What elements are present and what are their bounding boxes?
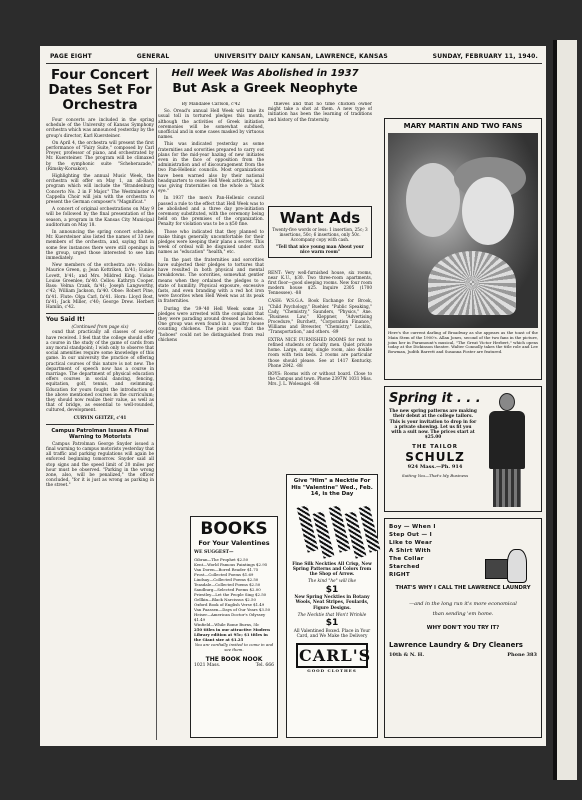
photo-title: MARY MARTIN AND TWO FANS [403, 122, 523, 130]
want-ads-box [268, 206, 372, 258]
laundry-line: RIGHT [389, 572, 410, 578]
laundry-line: Like to Wear [389, 540, 433, 546]
concert-paragraph: A concert of original orchestrations on May 9 will be followed by the final presentation of the season, a program in the Kansas City Municipal auditorium on May 18. [46, 207, 154, 228]
divider [46, 313, 154, 314]
laundry-italic: than sending 'em home. [432, 611, 494, 617]
concert-paragraph: Highlighting the annual Music Week, the orchestra will offer on May 1, an all-Bach program which will include the "Brandenburg Concerto No. 2 in F Major." The Westminster A Cappella Choir will join with the orchestra to present the German composer's "Magnificat." [46, 174, 154, 206]
page-number: PAGE EIGHT [50, 53, 92, 60]
laundry-question: WHY DON'T YOU TRY IT? [426, 625, 500, 631]
tailor-name: SCHULZ [405, 449, 465, 464]
book-nook-ad [190, 516, 278, 738]
paper-name: UNIVERSITY DAILY KANSAN, LAWRENCE, KANSAS [214, 53, 388, 60]
tailor-label: THE TAILOR [412, 443, 458, 450]
radio-shirt-illustration [479, 547, 533, 591]
schulz-tailor-ad [384, 386, 542, 512]
well-dressed-man-illustration [481, 393, 533, 507]
list-item: CASH: W.S.G.A. Book Exchange for Brook, "Child Psychology," Buehler. "Public Speaking," Cady, "Chemistry," Saunders, "Physics," Ane. "Business Law," Kleppner, "Advertising Procedure," Burchett, "Corporation Finance," Williams and Brewster, "Chemistry," Locklin, "Transportation," and others. -89 [268, 298, 372, 335]
phone: Phone 383 [507, 652, 537, 658]
lawrence-laundry-ad [384, 518, 542, 738]
newspaper-page [40, 46, 546, 746]
concert-paragraph: In announcing the spring concert schedule, Mr. Kuersteiner also listed the names of 33 new members of the orchestra, and, saying that in some few instances there were still openings in the group, urged those interested to see him immediately. [46, 230, 154, 262]
carls-logo-sub: GOOD CLOTHES [307, 668, 357, 674]
hellweek-paragraph: So. Oread's annual Hell Week will take its usual toll in tortured pledges this month, although the activities of Greek initiation ceremonies will be somewhat subdued, unofficial and in some cases masked by virtuous names. [158, 109, 264, 141]
list-item: Heiser—American Doctor's Odyssey $1.49 [194, 612, 266, 622]
carls-necktie-ad [286, 474, 378, 738]
hand-fan-image [428, 251, 516, 315]
you-said-it-subheading: (Continued from page six) [71, 325, 129, 331]
list-item: Kent—World Famous Paintings $2.95 [194, 562, 268, 567]
woman-face-image [462, 177, 514, 245]
list-item: Van Paassen—Days of Our Years $3.50 [194, 607, 271, 612]
laundry-line: Step Out — I [389, 532, 433, 538]
mary-martin-feature [384, 118, 542, 380]
carls-wont-wrinkle: The Necktie that Won't Wrinkle [297, 613, 367, 619]
want-ads-rates: Twenty-five words or less: 1 insertion, 25c; 3 insertions, 50c; 6 insertions, only 50c. Accompany copy with cash. [272, 227, 368, 242]
necktie-illustration [294, 502, 370, 558]
carls-fine-silk: Fine Silk Neckties All Crisp, New Spring Patterns and Colors from the Shop of Arrow. [292, 561, 372, 578]
tailor-slogan: Suiting You—That's My Business [401, 472, 469, 478]
hellweek-column [158, 102, 264, 512]
hellweek-title: Hell Week Was Abolished in 1937 [171, 68, 359, 79]
list-item: Lindsay—Collected Poems $2.50 [194, 577, 259, 582]
divider [46, 424, 154, 425]
man-suit-icon [489, 411, 525, 469]
list-item: Gellkin—Black Narcissus $2.50 [194, 597, 256, 602]
you-said-it-text: ound that practically all classes of society have received. I feel that the college should offer a course in the study of the game of cards from any moral standpoint; I wish only to observe that social amenities require some knowledge of this game. In our university the practice of offering practical courses of this nature is not new. The department of speech now has a course in marriage. The department of physical education offers courses in social dancing, fencing, equitation, golf, tennis, and swimming. Education for yours fought the introduction of the above mentioned courses in the curriculum; they should now realize their value, as well as that of bridge, as essential to well-rounded, cultured, development. [46, 330, 154, 414]
hellweek-paragraph: In the past the fraternities and sororities have subjected their pledges to tortures that have resulted in both physical and mental breakdowns. The sororities, somewhat gentler means when they ordained the pledges to a state of humility. Physical exposure, excessive fasts, and even branding with a red hot iron were favorites when Hell Week was at its peak in fraternities. [158, 257, 264, 305]
hellweek-paragraph: Those who indicated that they planned to make things generally uncomfortable for their pledges were keeping their plans a secret. This week of ordeal will be disguised under such names as "education" "health," etc. [158, 229, 264, 256]
concert-paragraph: Four concerts are included in the spring schedule of the University of Kansas Symphony orchestra which was announced yesterday by the group's director, Karl Kuersteiner. [46, 118, 154, 139]
laundry-contact [389, 652, 537, 658]
list-item: RENT: Very well-furnished house, six rooms, near K.U., $30. Two three-room apartments, first floor—good sleeping rooms. New four room modern house $25. Inquire 2305 (1700 Tennessee). -88 [268, 270, 372, 296]
list-item: BOYS: Rooms with or without board. Close to the Campus and town. Phone 2397W. 1031 Miss. Mrs. J. L. Wolesagel. -88 [268, 370, 372, 386]
laundry-line: Starched [389, 564, 420, 570]
hellweek-paragraph: thieves and that no time chicken owner might take a shot at them. A new type of initiation has been the learning of traditions and history of the fraternity. [268, 102, 372, 123]
you-said-it-heading: You Said It! [46, 316, 85, 324]
list-item: Priestley—Let the People Sing $2.50 [194, 592, 267, 597]
mary-martin-photo [388, 133, 538, 328]
want-ads-list [268, 270, 372, 389]
spring-text: The new spring patterns are making their debut at the college tailors. This is your invitation to drop in for a private showing. Let us fit you with a suit now. The prices start at $25.00 [389, 409, 477, 441]
laundry-name: Lawrence Laundry & Dry Cleaners [389, 641, 523, 649]
issue-date: SUNDAY, FEBRUARY 11, 1940. [432, 53, 538, 60]
laundry-call: THAT'S WHY I CALL THE LAWRENCE LAUNDRY [395, 585, 531, 591]
hellweek-paragraph: During the '39-'40 Hell Week some 31 pledges were arrested with the complaint that they were parading around dressed as hoboes. One group was even found in a poultry house counting chickens. The point was that the "hoboes" could not be distinguished from real chickens [158, 306, 264, 343]
book-nook-address [194, 663, 274, 668]
want-ads-title: Want Ads [279, 209, 361, 227]
man-head-icon [499, 393, 515, 411]
hellweek-byline: By Mandalee Carlson, c'42 [181, 102, 241, 107]
hellweek-continued [268, 102, 372, 202]
list-item: EXTRA NICE FURNISHED ROOMS for rent to refined students or faculty men. Quiet private home. Large, sunny, single room, also double room with twin beds. 2 rooms are particular those should please. See at 1417 Kentucky. Phone 2842. -88 [268, 337, 372, 368]
list-item: Teasdale—Collected Poems $2.50 [194, 582, 261, 587]
tailor-address: 924 Mass.—Ph. 914 [407, 463, 463, 470]
book-list [194, 557, 274, 652]
list-item: You are cordially invited to come in and see them. [194, 642, 274, 652]
list-item: Sandburg—Selected Poems $2.00 [194, 587, 261, 592]
books-suggest: WE SUGGEST— [194, 550, 234, 555]
hellweek-paragraph: This was indicated yesterday as some fraternities and sororities prepared to carry out plans for the mid-year hazing of new initiates even in the face of opposition from the administration and of discouragement from the two Pan-Hellenic councils. Most organizations have been warned also by their national headquarters to cease Hell Week activities, as it was giving fraternities on the whole a "black eye." [158, 142, 264, 195]
hellweek-headline [158, 68, 372, 95]
want-ads-motto: "Tell that nice young man About your nice warm room" [276, 244, 364, 254]
letter-signature: CURVIN GEITZE, c'41 [73, 415, 127, 421]
carls-wrapped: All Valentined Boxed. Place in Your Card, and We Make the Delivery [293, 628, 371, 640]
spring-headline: Spring it . . . [389, 391, 481, 406]
patrol-heading: Campus Patrolman Issues A Final Warning to Motorists [51, 427, 149, 440]
laundry-line: Boy — When I [389, 524, 436, 530]
laundry-line: A Shirt With [389, 548, 431, 554]
concert-headline: Four Concert Dates Set For Orchestra [48, 68, 152, 113]
column-divider [156, 68, 157, 740]
carls-logo: CARL'S [296, 643, 368, 668]
necktie-icon [297, 505, 319, 552]
patrol-text: Campus Patrolman George Snyder issued a final warning to campus motorists yesterday that all traffic and parking regulations will again be enforced beginning tomorrow. Snyder said all stop signs and the speed limit of 20 miles per hour must be observed. "Parking in the wrong zone, also, will be penalized," the officer concluded, "for it is just as wrong as parking in the street." [46, 441, 154, 489]
laundry-line: The Collar [389, 556, 424, 562]
hellweek-paragraph: In 1937 the men's Pan-Hellenic council passed a rule to the effect that Hell Week was to be abolished and a three day pre-initiation ceremony substituted, with the ceremony being held on the premises of the organization. Penalty for violation was to be a $50 fine. [158, 196, 264, 228]
list-item: Gibran—The Prophet $2.50 [194, 557, 249, 562]
address: 1021 Mass. [194, 663, 221, 668]
concert-paragraph: New members of the orchestra are: violins: Maurice Green, g; Jean Kottriken, fa'41; Eunice Lovett, b'41; and Mrs. Mildred King. Violas: Louise Greenlee, fa'40. Cellos: Kathryn Cooper. Bass: Velma Crank, fa'41; Joseph Langworthy, c'42; William Jackson, fa'40. Oboe: Robert Pine, fa'41. Flute: Olga Carl, fa'41. Horn: Lloyd Bost, fa'41; Jack Miller, c'40; George Drew. Herbert Hamlin, c'42. [46, 263, 154, 310]
photo-caption: Here's the current darling of Broadway as she appears as the toast of the Main Stem of the 1900's. Allan Jones, second of the two fans in the picture, joins her in Paramount's musical, "The Great Victor Herbert," which opens today at the Dickinson theatre. Walter Connolly takes the title role and Lee Bowman, Judith Barrett and Susanna Foster are featured. [388, 330, 538, 355]
address: 10th & N. H. [389, 652, 425, 658]
carls-price: $1 [325, 618, 339, 629]
hellweek-subtitle: But Ask a Greek Neophyte [172, 80, 358, 95]
carls-kind: The kind "he" will like [307, 579, 357, 585]
book-nook-name: THE BOOK NOOK [205, 656, 263, 663]
page-header [46, 50, 542, 64]
man-face-image [406, 163, 460, 237]
adjacent-page-edge [553, 40, 577, 780]
list-item: Van Doren—Bored Reader $1.75 [194, 567, 259, 572]
section-name: GENERAL [136, 53, 170, 60]
carls-new-spring: New Spring Neckties in Botany Wools, Neat Stripes, Foulards, Figure Designs. [294, 595, 370, 611]
man-trousers-icon [493, 469, 521, 507]
list-item: Oxford Book of English Verse $1.49 [194, 602, 265, 607]
laundry-italic: —and in the long run it's more economical [409, 601, 517, 607]
carls-headline: Give "Him" a Necktie For His "Valentine" Wed., Feb. 14, is the Day [291, 478, 373, 497]
carls-price: $1 [325, 584, 339, 595]
books-subtitle: For Your Valentines [198, 539, 270, 547]
list-item: Frost—Collected Poems $1.69 [194, 572, 254, 577]
concert-column [46, 68, 154, 740]
books-title: BOOKS [200, 519, 268, 539]
phone: Tel. 666 [255, 663, 274, 668]
list-item: 250 titles in our attractive Modern Library edition at 95c; $1 titles in the Giant size at $1.25 [194, 627, 270, 642]
shirt-icon [507, 549, 527, 583]
concert-paragraph: On April 4, the orchestra will present the first performance of "Fairy Suite," composed by Carl Preyer, professor of piano, and orchestrated by Mr. Kuersteiner. The program will be climaxed by the symphonic suite "Scheherazade," (Rimsky-Korsakov). [46, 140, 154, 172]
list-item: Winfield—While Rome Burns, 5lc [194, 622, 260, 627]
